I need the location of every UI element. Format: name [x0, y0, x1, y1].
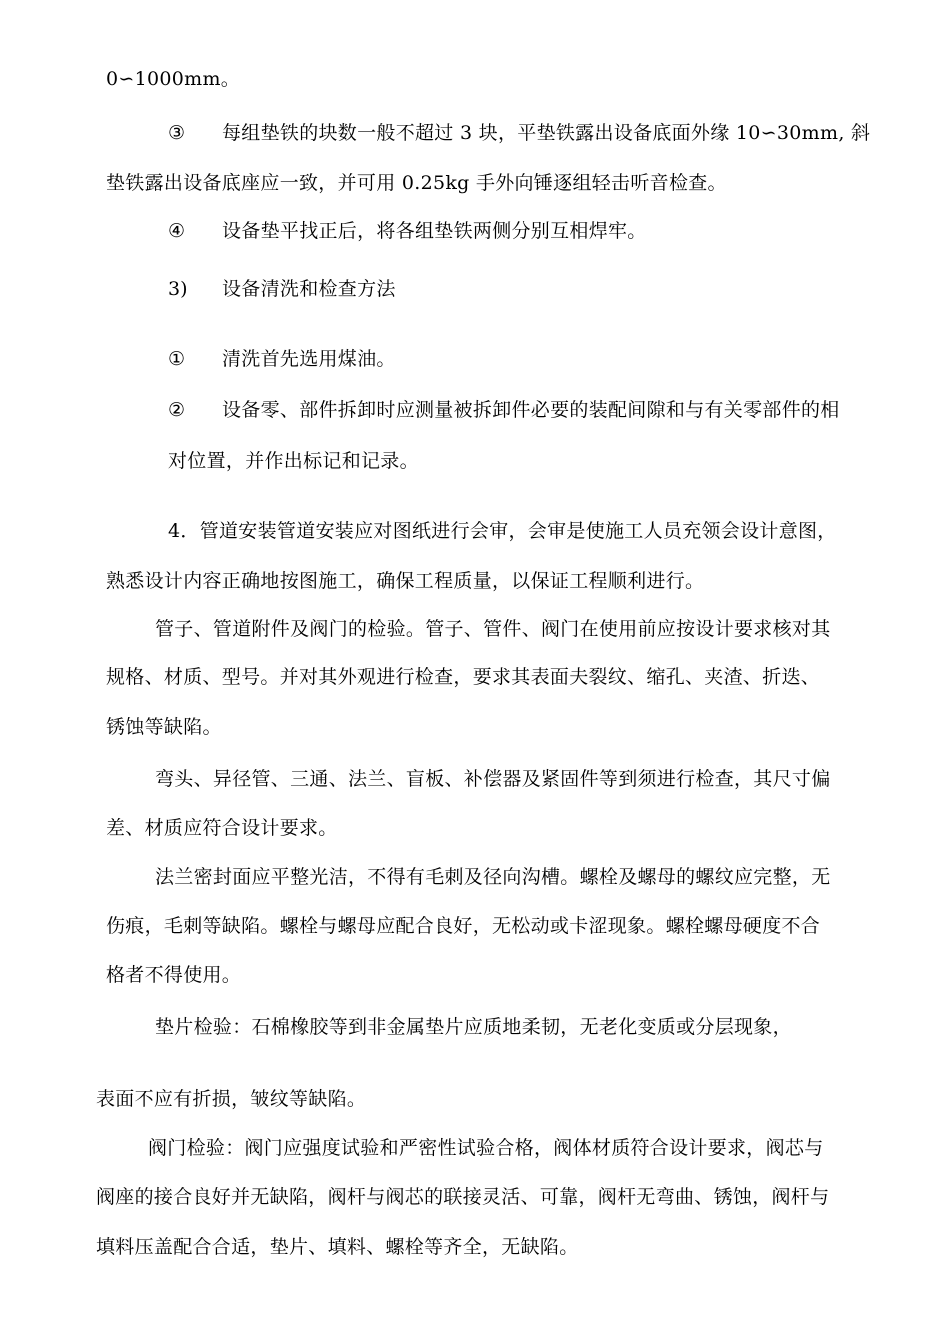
step-2-line-2: 对位置，并作出标记和记录。: [168, 450, 419, 472]
inspect-para-line-1: 管子、管道附件及阀门的检验。管子、管件、阀门在使用前应按设计要求核对其: [155, 618, 831, 640]
flange-para-line-1: 法兰密封面应平整光洁，不得有毛刺及径向沟槽。螺栓及螺母的螺纹应完整，无: [155, 866, 831, 888]
section-3-title: 设备清洗和检查方法: [222, 278, 396, 300]
gasket-para-line-2: 表面不应有折损，皱纹等缺陷。: [96, 1088, 367, 1110]
valve-para-line-1: 阀门检验：阀门应强度试验和严密性试验合格，阀体材质符合设计要求，阀芯与: [148, 1137, 824, 1159]
step-1-marker: ①: [168, 348, 186, 370]
range-text-tail: 0∽1000mm。: [106, 68, 241, 90]
fittings-para-line-2: 差、材质应符合设计要求。: [106, 817, 338, 839]
step-2-marker: ②: [168, 399, 186, 421]
item-3-line-1: 每组垫铁的块数一般不超过 3 块，平垫铁露出设备底面外缘 10∽30mm, 斜: [222, 122, 871, 144]
step-2-line-1: 设备零、部件拆卸时应测量被拆卸件必要的装配间隙和与有关零部件的相: [222, 399, 840, 421]
valve-para-line-2: 阀座的接合良好并无缺陷，阀杆与阀芯的联接灵活、可靠，阀杆无弯曲、锈蚀，阀杆与: [96, 1186, 830, 1208]
gasket-para-line-1: 垫片检验：石棉橡胶等到非金属垫片应质地柔韧，无老化变质或分层现象，: [155, 1016, 792, 1038]
pipe-para-line-1: 4．管道安装管道安装应对图纸进行会审，会审是使施工人员充领会设计意图，: [168, 520, 837, 542]
step-1-line-1: 清洗首先选用煤油。: [222, 348, 396, 370]
flange-para-line-3: 格者不得使用。: [106, 964, 242, 986]
item-3-marker: ③: [168, 122, 186, 144]
valve-para-line-3: 填料压盖配合合适，垫片、填料、螺栓等齐全，无缺陷。: [96, 1236, 579, 1258]
section-3-marker: 3): [168, 278, 188, 300]
fittings-para-line-1: 弯头、异径管、三通、法兰、盲板、补偿器及紧固件等到须进行检查，其尺寸偏: [155, 768, 831, 790]
item-4-line-1: 设备垫平找正后，将各组垫铁两侧分别互相焊牢。: [222, 220, 647, 242]
item-4-marker: ④: [168, 220, 186, 242]
inspect-para-line-2: 规格、材质、型号。并对其外观进行检查，要求其表面夫裂纹、缩孔、夹渣、折迭、: [106, 666, 821, 688]
item-3-line-2: 垫铁露出设备底座应一致，并可用 0.25kg 手外向锤逐组轻击听音检查。: [106, 172, 727, 194]
inspect-para-line-3: 锈蚀等缺陷。: [106, 716, 222, 738]
pipe-para-line-2: 熟悉设计内容正确地按图施工，确保工程质量，以保证工程顺利进行。: [106, 570, 705, 592]
flange-para-line-2: 伤痕，毛刺等缺陷。螺栓与螺母应配合良好，无松动或卡涩现象。螺栓螺母硬度不合: [106, 915, 821, 937]
